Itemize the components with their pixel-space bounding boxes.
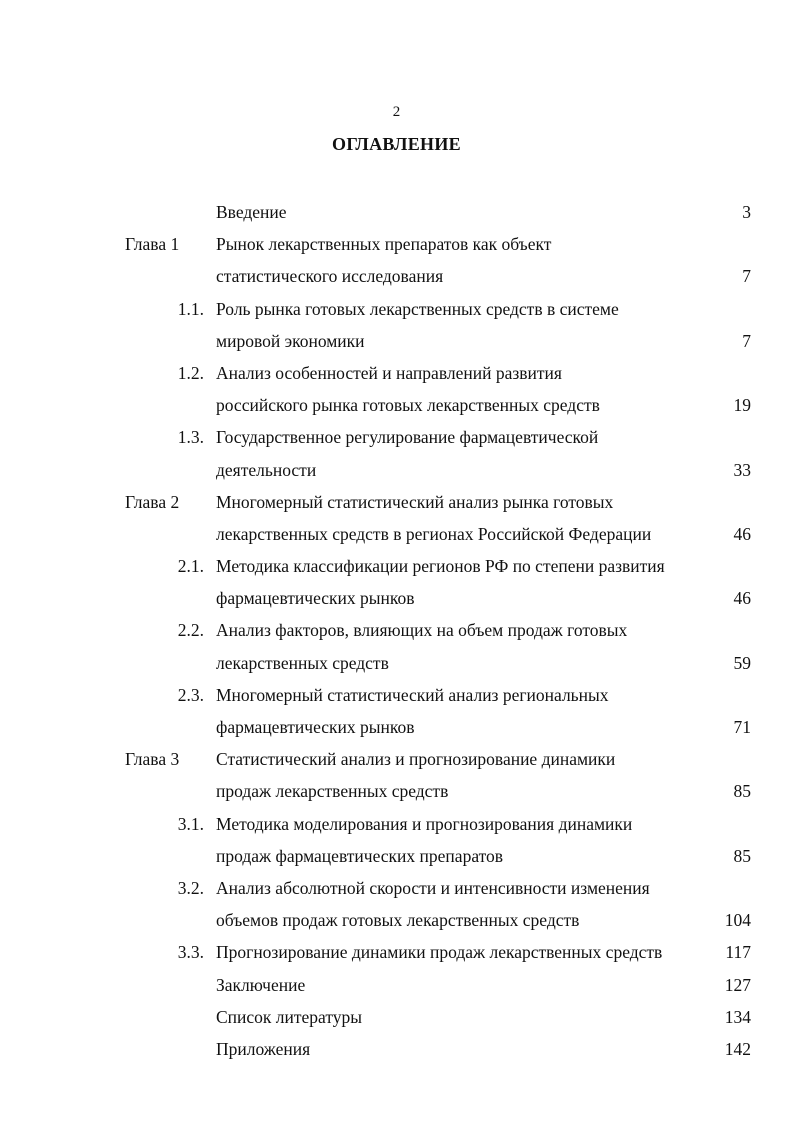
section-number: 1.2. [177,362,204,383]
toc-page-number: 59 [733,652,751,673]
toc-entry [0,421,793,485]
page-number: 2 [392,104,401,120]
toc-line [0,228,793,260]
toc-entry-title: статистического исследования [216,266,444,287]
toc-entry-title: Методика моделирования и прогнозирования динамики [216,813,633,834]
toc-line [0,196,793,228]
toc-line [0,614,793,646]
toc-entry-title: Методика классификации регионов РФ по степени развития [216,556,665,577]
toc-page-number: 85 [733,845,751,866]
section-number: 1.1. [177,298,204,319]
section-number: 2.2. [177,620,204,641]
toc-page-number: 46 [733,523,751,544]
toc-entry-title: объемов продаж готовых лекарственных средств [216,910,580,931]
toc-line [0,486,793,518]
toc-line [0,582,793,614]
toc-entry [0,808,793,872]
toc-line [0,969,793,1001]
toc-page-number: 46 [733,588,751,609]
toc-entry [0,1033,793,1065]
toc-line [0,711,793,743]
toc-entry-title: Приложения [216,1038,311,1059]
toc-line [0,389,793,421]
toc-page-number: 142 [724,1038,751,1059]
toc-page-number: 85 [733,781,751,802]
toc-entry [0,936,793,968]
toc-entry-title: российского рынка готовых лекарственных средств [216,395,600,416]
toc-line [0,518,793,550]
toc-entry [0,550,793,614]
toc-entry [0,1001,793,1033]
toc-entry [0,743,793,807]
toc-line [0,550,793,582]
section-number: 3.3. [177,942,204,963]
toc-line [0,904,793,936]
toc-entry [0,228,793,292]
chapter-label: Глава 3 [125,749,180,770]
toc-line [0,743,793,775]
toc-entry-title: продаж фармацевтических препаратов [216,845,504,866]
toc-entry-title: лекарственных средств в регионах Российской Федерации [216,523,652,544]
toc-entry-title: Анализ факторов, влияющих на объем продаж готовых [216,620,628,641]
toc-entry-title: лекарственных средств [216,652,389,673]
toc-line [0,454,793,486]
toc-entry-title: Список литературы [216,1006,363,1027]
toc-line [0,260,793,292]
toc-entry [0,872,793,936]
chapter-label: Глава 1 [125,234,180,255]
toc-entry-title: мировой экономики [216,330,365,351]
toc-page-number: 7 [742,330,751,351]
page-title: ОГЛАВЛЕНИЕ [332,134,461,154]
section-number: 3.1. [177,813,204,834]
toc-entry-title: деятельности [216,459,317,480]
toc-line [0,775,793,807]
toc-line [0,872,793,904]
toc-line [0,1033,793,1065]
toc-entry-title: Анализ абсолютной скорости и интенсивности изменения [216,877,650,898]
toc-entry-title: Статистический анализ и прогнозирование динамики [216,749,616,770]
toc-entry [0,196,793,228]
toc-line [0,840,793,872]
toc-entry-title: Заключение [216,974,306,995]
toc-entry [0,679,793,743]
toc-line [0,936,793,968]
toc-page-number: 134 [724,1006,751,1027]
toc-page-number: 3 [742,202,751,222]
toc-line [0,808,793,840]
toc-page-number: 104 [724,910,751,931]
toc-entry-title: Введение [216,202,287,222]
toc-line [0,679,793,711]
section-number: 2.3. [177,684,204,705]
toc-line [0,1001,793,1033]
toc-entry-title: Рынок лекарственных препаратов как объект [216,234,552,255]
toc-line [0,357,793,389]
chapter-label: Глава 2 [125,491,180,512]
toc-entry-title: фармацевтических рынков [216,717,415,737]
section-number: 2.1. [177,556,204,577]
toc-entry-title: Прогнозирование динамики продаж лекарственных средств [216,942,663,963]
toc-entry [0,969,793,1001]
toc-page-number: 19 [733,395,751,416]
toc-entry-title: Роль рынка готовых лекарственных средств в системе [216,298,619,319]
section-number: 1.3. [177,427,204,448]
toc-entry [0,486,793,550]
toc-line [0,421,793,453]
toc-entry-title: Многомерный статистический анализ рынка готовых [216,491,614,512]
toc-entry-title: Анализ особенностей и направлений развития [216,362,562,383]
toc-line [0,647,793,679]
toc-entry [0,293,793,357]
toc-entry-title: фармацевтических рынков [216,588,415,609]
section-number: 3.2. [177,877,204,898]
toc-line [0,325,793,357]
toc-entry [0,614,793,678]
toc-page-number: 127 [724,974,751,995]
toc-entry-title: Многомерный статистический анализ региональных [216,684,609,705]
toc-page-number: 33 [733,459,751,480]
toc-page-number: 7 [742,266,751,287]
toc-entry-title: продаж лекарственных средств [216,781,449,802]
toc-entry-title: Государственное регулирование фармацевтической [216,427,599,448]
table-of-contents [0,196,793,1065]
toc-page-number: 117 [725,942,751,963]
toc-entry [0,357,793,421]
toc-line [0,293,793,325]
toc-page-number: 71 [733,717,751,737]
